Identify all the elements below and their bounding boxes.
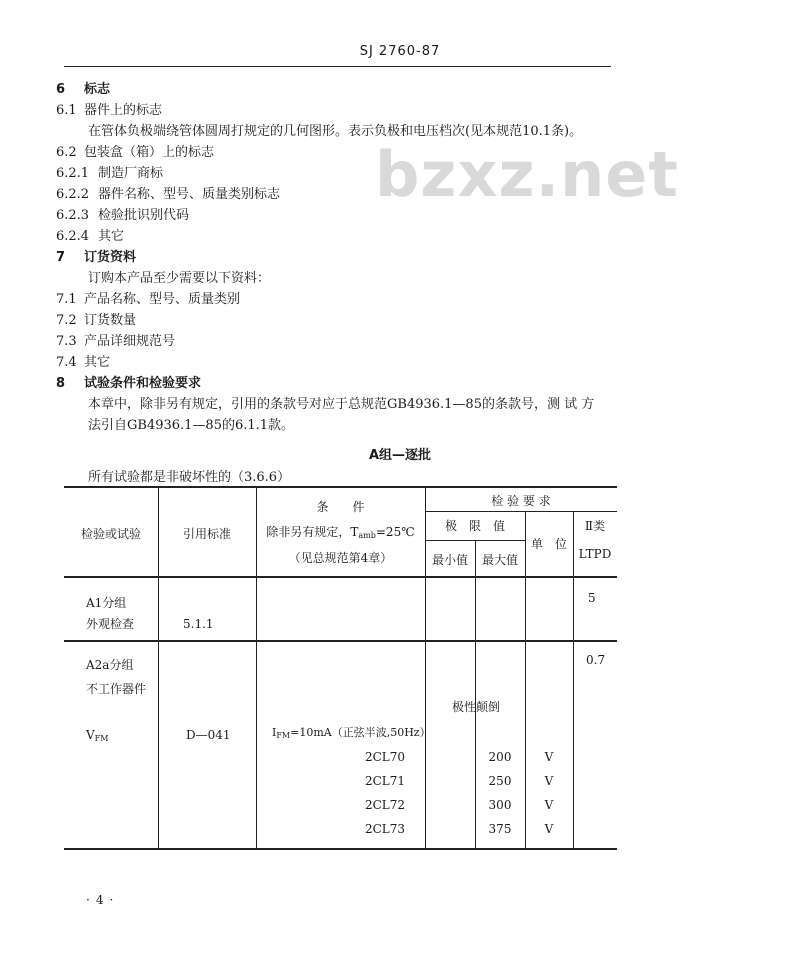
watermark: bzxz.net [375, 138, 679, 211]
section-text: 产品详细规范号 [84, 334, 176, 349]
cond-sub: FM [276, 731, 291, 740]
col-rule-3 [425, 487, 426, 849]
section-text: 订货数量 [84, 313, 137, 328]
a2a-ltpd: 0.7 [586, 653, 606, 667]
cond-rest: =10mA（正弦半波,50Hz） [290, 726, 431, 739]
max-value: 250 [488, 774, 512, 788]
section-number: 7 [56, 250, 66, 265]
a1-bottom-rule [64, 640, 617, 642]
body-line [56, 187, 280, 203]
section-number: 7.3 [56, 334, 77, 349]
model-label: 2CL72 [364, 798, 406, 812]
section-text: 包装盒（箱）上的标志 [84, 145, 215, 160]
body-line [88, 397, 594, 413]
a2a-reference: D—041 [186, 728, 231, 742]
body-line [56, 250, 136, 266]
section-text: 本章中，除非另有规定，引用的条款号对应于总规范GB4936.1—85的条款号，测 试 方 [88, 397, 595, 412]
a2a-condition [272, 726, 431, 743]
header-rule [64, 66, 611, 67]
section-text: 器件上的标志 [84, 103, 163, 118]
header-unit: 单 位 [530, 537, 567, 551]
header-limits: 极 限 值 [444, 519, 505, 533]
header-class: Ⅱ类 [584, 519, 606, 533]
model-label: 2CL70 [364, 750, 406, 764]
body-line [88, 124, 582, 140]
section-number: 7.4 [56, 355, 77, 370]
section-text: 器件名称、型号、质量类别标志 [98, 187, 281, 202]
section-text: 产品名称、型号、质量类别 [84, 292, 241, 307]
a2a-subgroup: A2a分组 [86, 658, 134, 672]
section-text: 订购本产品至少需要以下资料： [88, 271, 271, 286]
body-line [56, 103, 162, 119]
section-text: 检验批识别代码 [98, 208, 190, 223]
header-conditions-line1 [256, 525, 425, 543]
section-number: 7.1 [56, 292, 77, 307]
model-label: 2CL73 [364, 822, 406, 836]
section-text: 订货资料 [84, 250, 137, 265]
unit-value: V [544, 822, 554, 836]
a2a-item: 不工作器件 [86, 682, 147, 696]
body-line [56, 313, 136, 329]
section-number: 6.2.1 [56, 166, 90, 181]
body-line [56, 166, 163, 182]
model-label: 2CL71 [364, 774, 406, 788]
unit-value: V [544, 774, 554, 788]
body-line [88, 418, 294, 434]
col-rule-1 [158, 487, 159, 849]
unit-value: V [544, 750, 554, 764]
max-value: 200 [488, 750, 512, 764]
requirements-rule [425, 511, 617, 512]
section-number: 6.2.3 [56, 208, 90, 223]
section-text: 其它 [98, 229, 125, 244]
vfm-main: V [86, 728, 95, 742]
section-number: 6.1 [56, 103, 77, 118]
header-bottom-rule [64, 576, 617, 578]
body-line [56, 229, 124, 245]
section-text: 标志 [84, 82, 111, 97]
conditions-line1-end: =25℃ [375, 525, 415, 539]
a1-reference: 5.1.1 [183, 617, 214, 631]
header-min: 最小值 [431, 553, 468, 567]
body-line [56, 208, 189, 224]
section-text: 其它 [84, 355, 111, 370]
body-line [56, 355, 110, 371]
max-value: 300 [488, 798, 512, 812]
col-rule-6 [573, 511, 574, 849]
table-top-rule [64, 486, 617, 488]
group-note: 所有试验都是非破坏性的（3.6.6） [88, 470, 291, 485]
body-line [56, 292, 240, 308]
body-line [56, 334, 175, 350]
header-ltpd: LTPD [578, 547, 612, 561]
body-line [56, 145, 214, 161]
body-line [88, 271, 270, 287]
vfm-sub: FM [94, 734, 109, 743]
header-inspection: 检验或试验 [80, 527, 141, 541]
header-reference: 引用标准 [182, 527, 231, 541]
table-bottom-rule [64, 848, 617, 850]
cond-main: I [272, 726, 277, 739]
section-number: 8 [56, 376, 66, 391]
section-number: 6.2.2 [56, 187, 90, 202]
body-line [56, 82, 110, 98]
a1-subgroup: A1分组 [86, 596, 127, 610]
section-text: 制造厂商标 [98, 166, 164, 181]
section-number: 6.2.4 [56, 229, 90, 244]
unit-value: V [544, 798, 554, 812]
vfm-label [86, 728, 108, 746]
conditions-line1-text: 除非另有规定，T [266, 525, 359, 539]
section-text: 法引自GB4936.1—85的6.1.1款。 [88, 418, 295, 433]
section-number: 7.2 [56, 313, 77, 328]
page-number: ·4· [86, 893, 120, 907]
document-code: SJ 2760-87 [359, 44, 441, 59]
section-number: 6 [56, 82, 66, 97]
a2a-polarity: 极性颠倒 [452, 700, 501, 714]
section-number: 6.2 [56, 145, 77, 160]
header-max: 最大值 [481, 553, 518, 567]
conditions-line1-sub: amb [358, 531, 376, 540]
group-title: A组—逐批 [368, 448, 432, 463]
max-value: 375 [488, 822, 512, 836]
header-conditions-line2: （见总规范第4章） [288, 551, 393, 565]
header-requirements: 检 验 要 求 [491, 494, 551, 508]
body-line [56, 376, 201, 392]
header-conditions-title: 条 件 [316, 500, 365, 514]
a1-item: 外观检查 [86, 617, 135, 631]
section-text: 试验条件和检验要求 [84, 376, 202, 391]
section-text: 在管体负极端绕管体圆周打规定的几何图形。表示负极和电压档次(见本规范10.1条)。 [88, 124, 583, 139]
a1-ltpd: 5 [588, 591, 596, 605]
